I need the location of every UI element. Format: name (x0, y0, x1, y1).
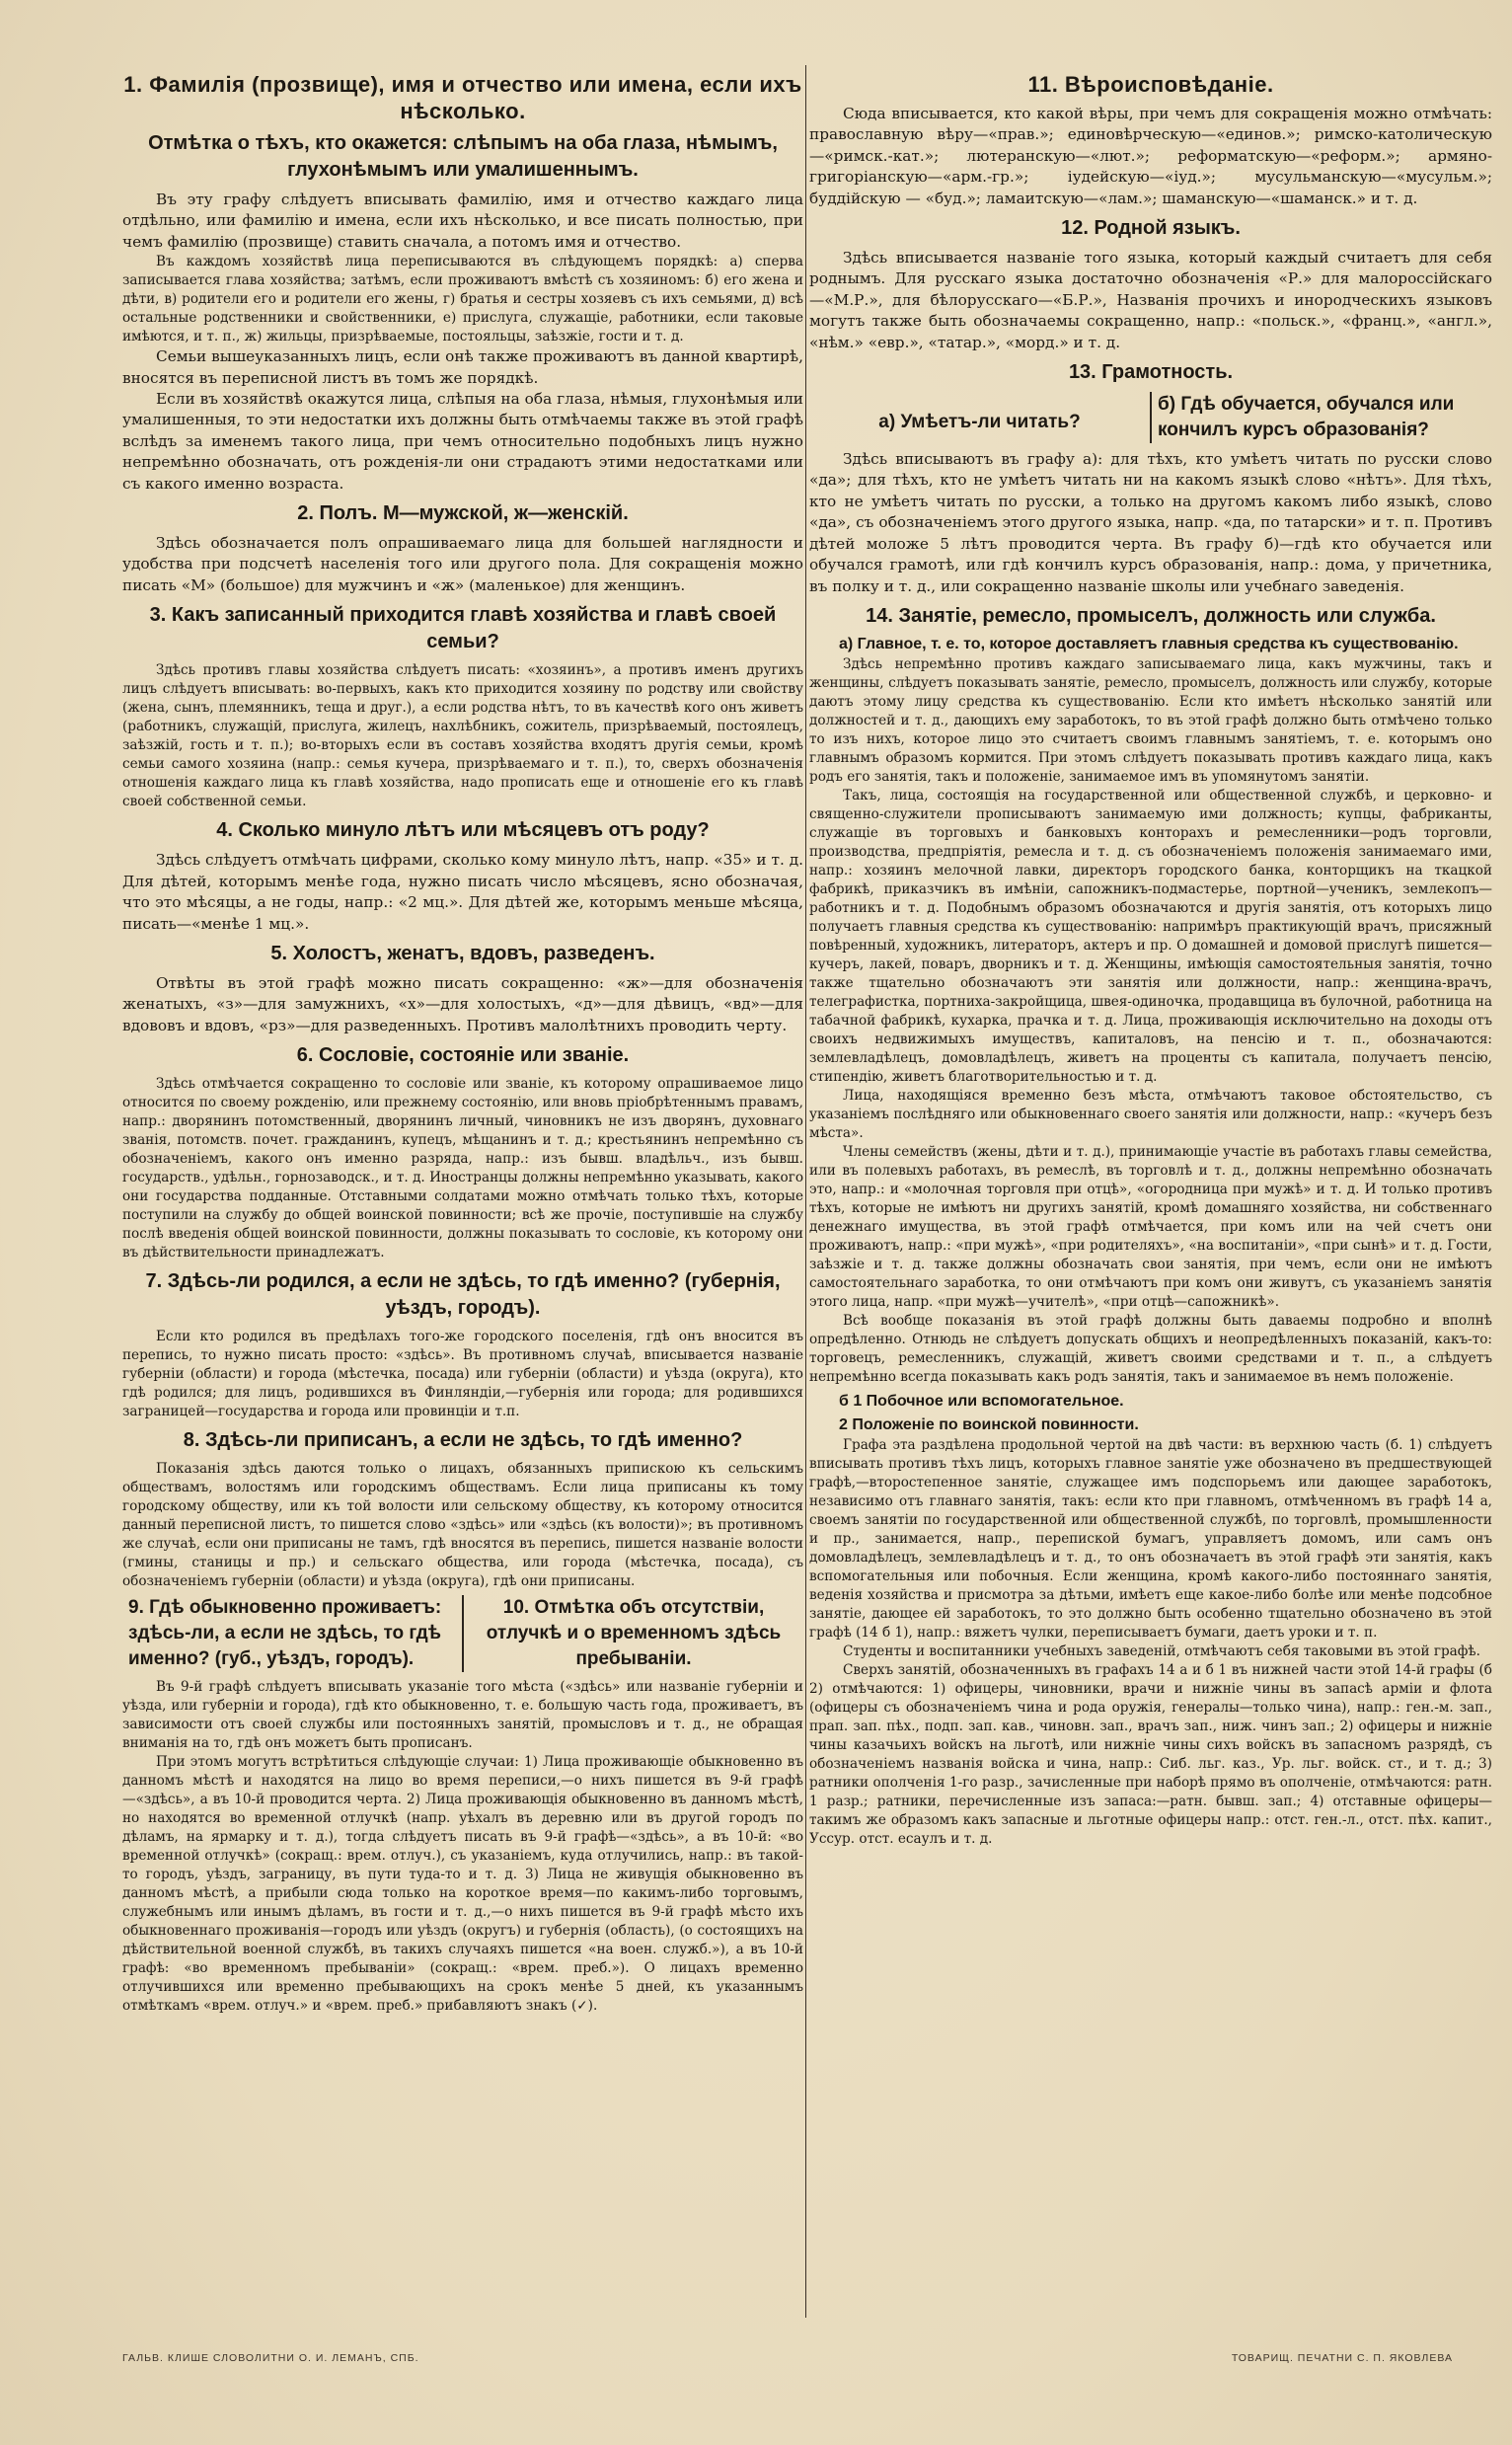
section-5-paragraph: Отвѣты въ этой графѣ можно писать сокращенно: «ж»—для обозначенія женатыхъ, «з»—для замужнихъ, «х»—для холостыхъ, «д»—для дѣвицъ, «вд»—для вдововъ и вдовъ, «рз»—для разведенныхъ. Противъ малолѣтнихъ проводить черту. (122, 973, 803, 1034)
section-1-paragraph: Въ эту графу слѣдуетъ вписывать фамилію, имя и отчество каждаго лица отдѣльно, или фамилію и имена, если ихъ нѣсколько, и все писать полностью, при чемъ фамилію (прозвище) ставить сначала, а потомъ имя и отчество. (122, 191, 803, 251)
section-6-heading: 6. Сословіе, состояніе или званіе. (296, 1044, 630, 1067)
section-14-paragraph: Лица, находящіяся временно безъ мѣста, отмѣчаютъ таковое обстоятельство, съ указаніемъ послѣдняго или обыкновеннаго своего занятія или должности, напр.: «кучеръ безъ мѣста». (809, 1087, 1492, 1141)
section-13-subheadings (809, 392, 1492, 443)
section-14-paragraph: Графа эта раздѣлена продольной чертой на двѣ части: въ верхнюю часть (б. 1) слѣдуетъ вписывать противъ тѣхъ лицъ, которыхъ главное занятіе уже обозначено въ предшествующей графѣ,—второстепенное занятіе, служащее имъ подспорьемъ или дающее заработокъ, независимо отъ главнаго занятія, такъ: если кто при главномъ, отмѣченномъ въ графѣ 14 а, своемъ занятіи по государственной или общественной службѣ, по торговлѣ, промышленности и пр., занимается, напр., перепиской бумагъ, управляетъ домомъ, или самъ онъ домовладѣлецъ, землевладѣлецъ и т. д., то онъ обозначаетъ въ этой графѣ эти занятія, какъ вспомогательныя или побочныя. Если женщина, кромѣ какого-либо постояннаго занятія, веденія хозяйства и присмотра за дѣтьми, имѣетъ еще какое-либо болѣе или менѣе подсобное занятіе, дающее ей заработокъ, то это должно быть особенно тщательно обозначено въ этой графѣ (14 б 1), напр.: вяжетъ чулки, переписываетъ бумаги, даетъ уроки и т. п. (809, 1436, 1492, 1641)
section-11-paragraph: Сюда вписывается, кто какой вѣры, при чемъ для сокращенія можно отмѣчать: православную вѣру—«прав.»; единовѣрческую—«единов.»; римско-католическую—«римск.-кат.»; лютеранскую—«лют.»; реформатскую—«реформ.»; армяно-григоріанскую—«арм.-гр.»; іудейскую—«іуд.»; мусульманскую—«мусульм.»; буддійскую — «буд.»; ламаитскую—«лам.»; шаманскую—«шаманск.» и т. д. (809, 105, 1492, 207)
section-8-heading: 8. Здѣсь-ли приписанъ, а если не здѣсь, то гдѣ именно? (183, 1429, 743, 1452)
section-1-subheading: Отмѣтка о тѣхъ, кто окажется: слѣпымъ на оба глаза, нѣмымъ, глухонѣмымъ или умалишеннымъ. (148, 132, 778, 181)
section-14a-heading: а) Главное, т. е. то, которое доставляетъ главныя средства къ существованію. (839, 635, 1459, 652)
column-divider (805, 65, 806, 2318)
section-13-paragraph: Здѣсь вписываютъ въ графу а): для тѣхъ, кто умѣетъ читать по русски слово «да»; для тѣхъ, кто не умѣетъ читать ни на какомъ языкѣ слово «нѣтъ». Для тѣхъ, кто не умѣетъ читать по русски, а только на другомъ какомъ либо языкѣ, слово «да», съ обозначеніемъ этого другого языка, напр. «да, по татарски» и т. п. Противъ дѣтей моложе 5 лѣтъ проводится черта. Въ графу б)—гдѣ кто обучается или обучался грамотѣ, или гдѣ кончилъ курсъ образованія, напр.: дома, у причетника, въ полку и т. д., или сокращенно названіе школы или учебнаго заведенія. (809, 450, 1492, 595)
section-10-heading: 10. Отмѣтка объ отсутствіи, отлучкѣ и о временномъ здѣсь пребываніи. (462, 1595, 803, 1672)
section-14-paragraph: Такъ, лица, состоящія на государственной или общественной службѣ, и церковно- и священно-служители прописываютъ занимаемую ими должность; купцы, фабриканты, служащіе въ торговыхъ и банковыхъ конторахъ и ремесленники—родъ торговли, производства, предпріятія, ремесла и т. д. съ обозначеніемъ положенія занимаемаго ими, напр.: хозяинъ мелочной лавки, директоръ городского банка, конторщикъ на ткацкой фабрикѣ, приказчикъ въ имѣніи, сапожникъ-подмастерье, портной—ученикъ, землекопъ—работникъ и т. д. Подобнымъ образомъ обозначаются и другія занятія, отъ которыхъ лицо получаетъ главныя средства къ существованію: напримѣръ практикующій врачъ, присяжный повѣренный, художникъ, литераторъ, актеръ и пр. О домашней и домовой прислугѣ пишется—кучеръ, лакей, поваръ, дворникъ и т. д. Женщины, имѣющія самостоятельныя занятія, точно также тщательно обозначаютъ эти занятія или должности, напр.: женщина-врачъ, телеграфистка, портниха-закройщица, швея-одиночка, продавщица въ булочной, работница на табачной фабрикѣ, кухарка, прачка и т. д. Лица, проживающія исключительно на доходы отъ своихъ недвижимыхъ имуществъ, капиталовъ, на пенсію и т. п., обозначаются: землевладѣлецъ, домовладѣлецъ, живетъ на проценты съ капитала, получаетъ пенсію, стипендію, живетъ благотворительностью и т. д. (809, 787, 1492, 1085)
section-14-paragraph: Здѣсь непремѣнно противъ каждаго записываемаго лица, какъ мужчины, такъ и женщины, слѣдуетъ показывать занятіе, ремесло, промыселъ, должность или службу, которые даютъ этому лицу средства къ существованію. Если кто имѣетъ нѣсколько занятій или должностей и т. д., дающихъ ему заработокъ, то въ этой графѣ должно быть отмѣчено только то изъ нихъ, которое лицо это считаетъ своимъ главнымъ занятіемъ, т. е. которымъ оно главнымъ образомъ кормится. При этомъ слѣдуетъ показывать противъ каждаго лица, какъ родъ его занятія, такъ и положеніе, занимаемое имъ въ упомянутомъ занятіи. (809, 655, 1492, 785)
section-7-paragraph: Если кто родился въ предѣлахъ того-же городского поселенія, гдѣ онъ вносится въ перепись, то нужно писать просто: «здѣсь». Въ противномъ случаѣ, вписывается названіе губерніи (области) и города (мѣстечка, посада) или губерніи (области) и уѣзда (округа), кто гдѣ родился; для лицъ, родившихся въ Финляндіи,—губернія или города; для родившихся заграницей—государства и города или провинціи и т.п. (122, 1329, 803, 1420)
section-1-heading: 1. Фамилія (прозвище), имя и отчество или имена, если ихъ нѣсколько. (123, 72, 802, 123)
section-2-heading: 2. Полъ. М—мужской, ж—женскій. (297, 502, 629, 525)
section-14-paragraph: Всѣ вообще показанія въ этой графѣ должны быть даваемы подробно и вполнѣ опредѣленно. Отнюдь не слѣдуетъ допускать общихъ и неопредѣленныхъ показаній, какъ-то: торговецъ, ремесленникъ, служащій, живетъ своими средствами и т. п., а слѣдуетъ непремѣнно всегда показывать какъ родъ занятія, такъ и занимаемое въ немъ положеніе. (809, 1312, 1492, 1385)
section-13b-heading: б) Гдѣ обучается, обучался или кончилъ курсъ образованія? (1150, 392, 1492, 443)
section-12-paragraph: Здѣсь вписывается названіе того языка, который каждый считаетъ для себя роднымъ. Для русскаго языка достаточно обозначенія «Р.» для малороссійскаго—«М.Р.», для бѣлорусскаго—«Б.Р.», Названія прочихъ и инородческихъ языковъ могутъ также быть обозначаемы сокращенно, напр.: «польск.», «франц.», «англ.», «нѣм.» «евр.», «татар.», «морд.» и т. д. (809, 249, 1492, 351)
section-1-paragraph: Если въ хозяйствѣ окажутся лица, слѣпыя на оба глаза, нѣмыя, глухонѣмыя или умалишенныя, то эти недостатки ихъ должны быть отмѣчаемы также въ этой графѣ вслѣдъ за именемъ такого лица, при чемъ относительно подобныхъ лицъ нужно непремѣнно обозначать, отъ рожденія-ли они страдаютъ этими недостатками или съ какого именно возраста. (122, 390, 803, 493)
section-1-paragraph: Семьи вышеуказанныхъ лицъ, если онѣ также проживаютъ въ данной квартирѣ, вносятся въ переписной листъ въ томъ же порядкѣ. (122, 347, 803, 387)
section-9-paragraph: Въ 9-й графѣ слѣдуетъ вписывать указаніе того мѣста («здѣсь» или названіе губерніи и уѣзда, или губерніи и города), гдѣ кто обыкновенно, т. е. большую часть года, проживаетъ, въ зависимости отъ своей службы или постоянныхъ занятій, промысловъ и т. д., не обращая вниманія на то, гдѣ онъ можетъ быть прописанъ. (122, 1679, 803, 1752)
section-9-10-headings (122, 1595, 803, 1672)
section-14-paragraph: Сверхъ занятій, обозначенныхъ въ графахъ 14 а и б 1 въ нижней части этой 14-й графы (б 2) отмѣчаются: 1) офицеры, чиновники, врачи и нижніе чины въ запасѣ арміи и флота (офицеры съ обозначеніемъ чина и рода оружія, генералы—только чина), напр.: ген.-м. зап., прап. зап. пѣх., подп. зап. кав., чиновн. зап., врачъ зап., ниж. чинъ зап.; 2) офицеры и нижніе чины казачьихъ войскъ на льготѣ, или нижніе чины сихъ войскъ въ запасномъ разрядѣ, съ обозначеніемъ названія войска и чина, напр.: Сиб. льг. каз., Ур. льг. войск. ст., и т. д.; 3) ратники ополченія 1-го разр., зачисленные при наборѣ прямо въ ополченіе, отмѣчаются: ратн. 1 разр.; ратники, перечисленные изъ запаса:—ратн. бывш. зап.; 4) отставные офицеры—такимъ же образомъ какъ запасные и льготные офицеры напр.: отст. ген.-л., отст. пѣх. капит., Уссур. отст. есаулъ и т. д. (809, 1661, 1492, 1847)
section-4-paragraph: Здѣсь слѣдуетъ отмѣчать цифрами, сколько кому минуло лѣтъ, напр. «35» и т. д. Для дѣтей, которымъ менѣе года, нужно писать число мѣсяцевъ, ясно обозначая, что это мѣсяцы, а не годы, напр.: «2 мц.». Для дѣтей же, которымъ меньше мѣсяца, писать—«менѣе 1 мц.». (122, 851, 803, 933)
section-6-paragraph: Здѣсь отмѣчается сокращенно то сословіе или званіе, къ которому опрашиваемое лицо относится по своему рожденію, или прежнему состоянію, или вновь пріобрѣтеннымъ правамъ, напр.: дворянинъ потомственный, дворянинъ личный, чиновникъ не изъ дворянъ, духовнаго званія, потомств. почет. гражданинъ, купецъ, мѣщанинъ и т. д.; крестьянинъ непремѣнно съ обозначеніемъ, какого онъ именно разряда, напр.: изъ бывш. владѣльч., изъ бывш. государств., удѣльн., горнозаводск., и т. д. Иностранцы должны непремѣнно указывать, какого они государства подданные. Отставными солдатами можно отмѣчать только тѣхъ, которые поступили на службу до общей воинской повинности; всѣ же прочіе, поступившіе на службу послѣ введенія общей воинской повинности, должны показывать то сословіе, къ которому они въ дѣйствительности принадлежатъ. (122, 1076, 804, 1261)
left-column (122, 65, 803, 2016)
section-1-paragraph: Въ каждомъ хозяйствѣ лица переписываются въ слѣдующемъ порядкѣ: а) сперва записывается глава хозяйства; затѣмъ, если проживаютъ вмѣстѣ съ хозяиномъ: б) его жена и дѣти, в) родители его и родители его жены, г) братья и сестры хозяевъ съ ихъ семьями, д) всѣ остальные родственники и свойственники, е) прислуга, служащіе, работники, если таковые имѣются, и т. п., ж) жильцы, призрѣваемые, постояльцы, заѣзжіе, гости и т. д. (122, 254, 803, 345)
section-11-heading: 11. Вѣроисповѣданіе. (1027, 72, 1274, 97)
section-14b1-heading: б 1 Побочное или вспомогательное. (839, 1392, 1124, 1410)
section-8-paragraph: Показанія здѣсь даются только о лицахъ, обязанныхъ припискою къ сельскимъ обществамъ, волостямъ или городскимъ обществамъ. Если лица приписаны къ тому городскому обществу, или къ той волости или сельскому обществу, къ которому относится данный переписной листъ, то пишется слово «здѣсь» или «здѣсь (къ волости)»; въ противномъ же случаѣ, если они приписаны не тамъ, гдѣ вносятся въ перепись, пишется названіе волости (гмины, станицы и пр.) и сельскаго общества, или города (мѣстечка, посада), съ обозначеніемъ губерніи (области) и уѣзда (округа), гдѣ они приписаны. (122, 1461, 803, 1590)
section-4-heading: 4. Сколько минуло лѣтъ или мѣсяцевъ отъ роду? (216, 819, 710, 842)
footer-printer-right: ТОВАРИЩ. ПЕЧАТНИ С. П. ЯКОВЛЕВА (1231, 2352, 1453, 2364)
footer-printer-left: ГАЛЬВ. КЛИШЕ СЛОВОЛИТНИ О. И. ЛЕМАНЪ, СПБ. (122, 2352, 419, 2364)
section-3-paragraph: Здѣсь противъ главы хозяйства слѣдуетъ писать: «хозяинъ», а противъ именъ другихъ лицъ слѣдуетъ вписывать: во-первыхъ, какъ кто приходится хозяину по родству или свойству (жена, сынъ, племянникъ, теща и друг.), а если родства нѣтъ, то въ качествѣ кого онъ живетъ (работникъ, служащій, прислуга, жилецъ, нахлѣбникъ, сожитель, призрѣваемый, постоялецъ, заѣзжій, гость и т. п.); во-вторыхъ если въ составъ хозяйства входятъ другія семьи, кромѣ семьи самого хозяина (напр.: семья кучера, призрѣваемаго и т. п.), то, сверхъ обозначенія отношенія каждаго лица къ главѣ хозяйства, надо прописать еще и отношеніе его къ главѣ своей собственной семьи. (122, 662, 803, 810)
section-14-heading: 14. Занятіе, ремесло, промыселъ, должность или служба. (866, 604, 1436, 627)
right-column (809, 65, 1492, 1849)
section-13a-heading: а) Умѣетъ-ли читать? (878, 412, 1081, 433)
section-7-heading: 7. Здѣсь-ли родился, а если не здѣсь, то гдѣ именно? (губернія, уѣздъ, городъ). (145, 1270, 781, 1320)
section-5-heading: 5. Холостъ, женатъ, вдовъ, разведенъ. (270, 942, 655, 964)
section-9-heading: 9. Гдѣ обыкновенно проживаетъ: здѣсь-ли, а если не здѣсь, то гдѣ именно? (губ., уѣздъ, городъ). (128, 1597, 442, 1670)
section-14-paragraph: Члены семействъ (жены, дѣти и т. д.), принимающіе участіе въ работахъ главы семейства, или въ полевыхъ работахъ, въ ремеслѣ, въ торговлѣ и т. д., должны непремѣнно обозначать это, напр.: и «молочная торговля при отцѣ», «огородница при мужѣ» и т. д. И только противъ тѣхъ, которые не имѣютъ ни другихъ занятій, кромѣ домашняго хозяйства, ни собственнаго денежнаго имущества, въ этой графѣ отмѣчается, при комъ или на чей счетъ они проживаютъ, напр.: «при мужѣ», «при родителяхъ», «на воспитаніи», «при сынѣ» и т. д. Гости, заѣзжіе и т. д. также должны обозначать свои занятія, при чемъ, если они не имѣютъ самостоятельнаго заработка, то они отмѣчаютъ при комъ они живутъ, съ указаніемъ занятія этого лица, напр. «при мужѣ—учителѣ», «при отцѣ—сапожникѣ». (809, 1143, 1492, 1310)
section-3-heading: 3. Какъ записанный приходится главѣ хозяйства и главѣ своей семьи? (149, 604, 777, 653)
section-14-paragraph: Студенты и воспитанники учебныхъ заведеній, отмѣчаютъ себя таковыми въ этой графѣ. (843, 1643, 1480, 1659)
section-9-paragraph: При этомъ могутъ встрѣтиться слѣдующіе случаи: 1) Лица проживающіе обыкновенно въ данномъ мѣстѣ и находятся на лицо во время переписи,—о нихъ пишется въ 9-й графѣ—«здѣсь», а въ 10-й проводится черта. 2) Лица проживающія обыкновенно въ данномъ мѣстѣ, но находятся во временной отлучкѣ (напр. уѣхалъ въ деревню или въ другой городъ по дѣламъ, на ярмарку и т. д.), тогда слѣдуетъ писать въ 9-й графѣ—«здѣсь», а въ 10-й: «во временной отлучкѣ» (сокращ.: врем. отлуч.), съ указаніемъ, куда отлучились, напр.: въ такой-то городъ, уѣздъ, заграницу, въ пути туда-то и т. д. 3) Лица не живущія обыкновенно въ данномъ мѣстѣ, а прибыли сюда только на короткое время—по какимъ-либо торговымъ, служебнымъ или инымъ дѣламъ, въ гости и т. д.,—о нихъ пишется въ 9-й графѣ мѣсто ихъ обыкновеннаго проживанія—городъ или уѣздъ (округъ) и губернія (область), (о состоящихъ на дѣйствительной военной службѣ, въ такихъ случаяхъ пишется «на воен. служб.»), а въ 10-й графѣ: «во временномъ пребываніи» (сокращ.: «врем. преб.»). О лицахъ временно отлучившихся или временно пребывающихъ на срокъ менѣе 5 дней, къ указаннымъ отмѣткамъ «врем. отлуч.» и «врем. преб.» прибавляютъ знакъ (✓). (122, 1754, 803, 2015)
section-2-paragraph: Здѣсь обозначается полъ опрашиваемаго лица для большей наглядности и удобства при подсчетѣ населенія того или другого пола. Для сокращенія можно писать «М» (большое) для мужчинъ и «ж» (маленькое) для женщинъ. (122, 534, 803, 594)
section-12-heading: 12. Родной языкъ. (1061, 217, 1241, 240)
section-13-heading: 13. Грамотность. (1068, 361, 1234, 384)
section-14b2-heading: 2 Положеніе по воинской повинности. (839, 1415, 1139, 1433)
